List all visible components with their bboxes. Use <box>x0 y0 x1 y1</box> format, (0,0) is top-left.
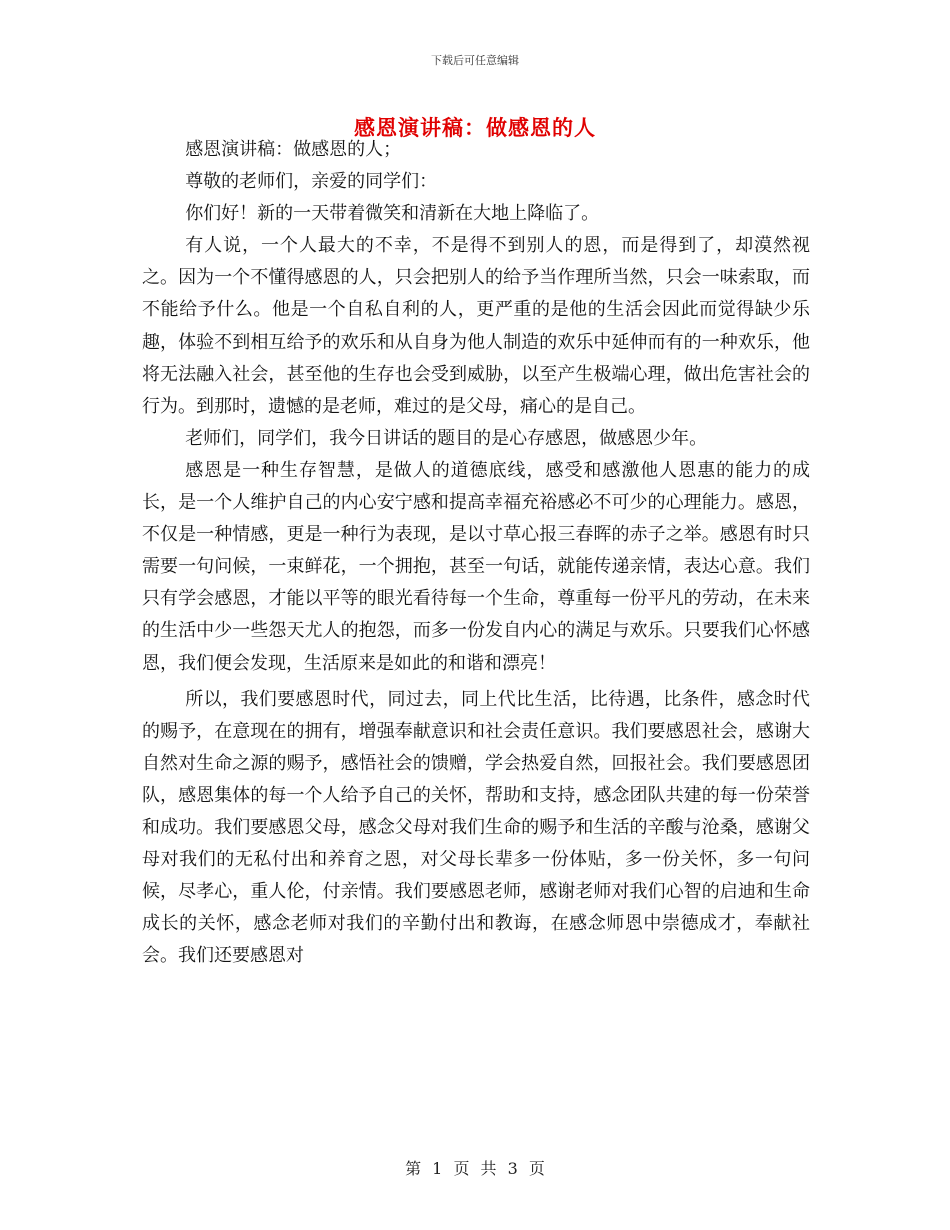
paragraph: 老师们，同学们，我今日讲话的题目的是心存感恩，做感恩少年。 <box>185 427 708 449</box>
paragraph: 你们好！新的一天带着微笑和清新在大地上降临了。 <box>185 203 600 225</box>
paragraph: 所以，我们要感恩时代，同过去，同上代比生活，比待遇，比条件，感念时代的赐予，在意现在的拥有，增强奉献意识和社会责任意识。我们要感恩社会，感谢大自然对生命之源的赐予，感悟社会的馈赠，学会热爱自然，回报社会。我们要感恩团队，感恩集体的每一个人给予自己的关怀，帮助和支持，感念团队共建的每一份荣誉和成功。我们要感恩父母，感念父母对我们生命的赐予和生活的辛酸与沧桑，感谢父母对我们的无私付出和养育之恩，对父母长辈多一份体贴，多一份关怀，多一句问候，尽孝心，重人伦，付亲情。我们要感恩老师，感谢老师对我们心智的启迪和生命成长的关怀，感念老师对我们的辛勤付出和教诲，在感念师恩中崇德成才，奉献社会。我们还要感恩对 <box>142 688 810 967</box>
paragraph: 感恩演讲稿：做感恩的人； <box>185 139 402 160</box>
page-footer: 第 1 页 共 3 页 <box>405 1159 545 1178</box>
paragraph: 尊敬的老师们，亲爱的同学们： <box>185 171 438 193</box>
document-body <box>142 134 810 972</box>
paragraph: 感恩是一种生存智慧，是做人的道德底线，感受和感激他人恩惠的能力的成长，是一个人维护自己的内心安宁感和提高幸福充裕感必不可少的心理能力。感恩，不仅是一种情感，更是一种行为表现，是以寸草心报三春晖的赤子之举。感恩有时只需要一句问候，一束鲜花，一个拥抱，甚至一句话，就能传递亲情，表达心意。我们只有学会感恩，才能以平等的眼光看待每一个生命，尊重每一份平凡的劳动，在未来的生活中少一些怨天尤人的抱怨，而多一份发自内心的满足与欢乐。只要我们心怀感恩，我们便会发现，生活原来是如此的和谐和漂亮！ <box>142 459 810 674</box>
header-note: 下载后可任意编辑 <box>431 54 519 67</box>
document-title: 感恩演讲稿：做感恩的人 <box>354 115 596 140</box>
paragraph: 有人说，一个人最大的不幸，不是得不到别人的恩，而是得到了，却漠然视之。因为一个不懂得感恩的人，只会把别人的给予当作理所当然，只会一味索取，而不能给予什么。他是一个自私自利的人，更严重的是他的生活会因此而觉得缺少乐趣，体验不到相互给予的欢乐和从自身为他人制造的欢乐中延伸而有的一种欢乐，他将无法融入社会，甚至他的生存也会受到威胁，以至产生极端心理，做出危害社会的行为。到那时，遗憾的是老师，难过的是父母，痛心的是自己。 <box>142 235 810 417</box>
